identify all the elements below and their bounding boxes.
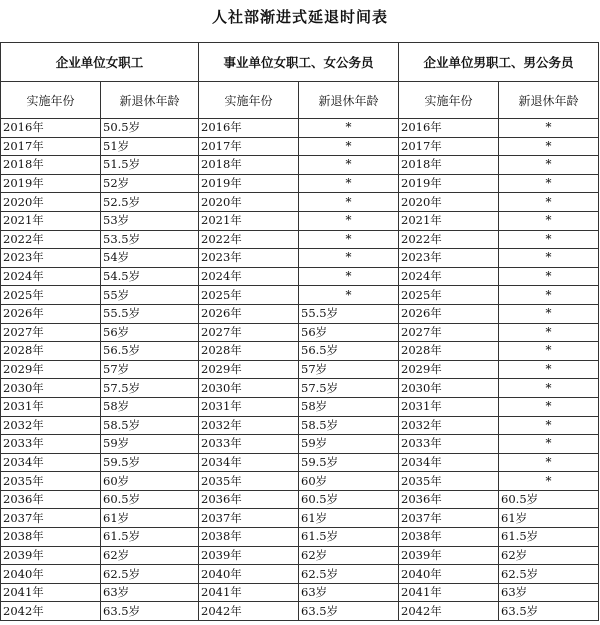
age-cell: * — [499, 267, 599, 286]
year-cell: 2041年 — [1, 583, 101, 602]
year-cell: 2018年 — [399, 156, 499, 175]
age-cell: * — [499, 119, 599, 138]
age-cell: * — [299, 193, 399, 212]
age-cell: * — [499, 379, 599, 398]
year-cell: 2035年 — [199, 472, 299, 491]
age-cell: * — [499, 397, 599, 416]
age-cell: 63岁 — [101, 583, 199, 602]
year-cell: 2025年 — [399, 286, 499, 305]
age-cell: 60.5岁 — [299, 490, 399, 509]
age-cell: 57岁 — [101, 360, 199, 379]
table-row — [1, 565, 599, 584]
year-cell: 2021年 — [1, 211, 101, 230]
age-cell: * — [299, 137, 399, 156]
age-cell: 61岁 — [299, 509, 399, 528]
age-cell: * — [499, 193, 599, 212]
age-cell: 63岁 — [299, 583, 399, 602]
age-cell: * — [499, 453, 599, 472]
column-header-year: 实施年份 — [1, 82, 101, 119]
year-cell: 2016年 — [1, 119, 101, 138]
year-cell: 2025年 — [1, 286, 101, 305]
table-row — [1, 472, 599, 491]
age-cell: 61.5岁 — [499, 528, 599, 547]
year-cell: 2036年 — [199, 490, 299, 509]
year-cell: 2028年 — [1, 342, 101, 361]
age-cell: 55岁 — [101, 286, 199, 305]
column-header-age: 新退休年龄 — [299, 82, 399, 119]
age-cell: * — [499, 360, 599, 379]
table-row — [1, 304, 599, 323]
age-cell: 59岁 — [299, 435, 399, 454]
year-cell: 2020年 — [399, 193, 499, 212]
year-cell: 2020年 — [199, 193, 299, 212]
table-row — [1, 397, 599, 416]
year-cell: 2029年 — [399, 360, 499, 379]
age-cell: * — [499, 249, 599, 268]
year-cell: 2041年 — [199, 583, 299, 602]
age-cell: * — [499, 230, 599, 249]
age-cell: 52岁 — [101, 174, 199, 193]
year-cell: 2040年 — [1, 565, 101, 584]
age-cell: 56.5岁 — [101, 342, 199, 361]
year-cell: 2036年 — [399, 490, 499, 509]
year-cell: 2038年 — [399, 528, 499, 547]
column-header-age: 新退休年龄 — [101, 82, 199, 119]
year-cell: 2040年 — [399, 565, 499, 584]
age-cell: 63岁 — [499, 583, 599, 602]
age-cell: 56岁 — [101, 323, 199, 342]
year-cell: 2032年 — [1, 416, 101, 435]
age-cell: 60岁 — [299, 472, 399, 491]
year-cell: 2034年 — [399, 453, 499, 472]
year-cell: 2018年 — [1, 156, 101, 175]
year-cell: 2022年 — [1, 230, 101, 249]
age-cell: * — [499, 137, 599, 156]
table-row — [1, 342, 599, 361]
table-row — [1, 323, 599, 342]
table-row — [1, 174, 599, 193]
age-cell: * — [499, 211, 599, 230]
year-cell: 2028年 — [199, 342, 299, 361]
year-cell: 2019年 — [1, 174, 101, 193]
year-cell: 2030年 — [1, 379, 101, 398]
age-cell: * — [499, 304, 599, 323]
age-cell: * — [499, 156, 599, 175]
year-cell: 2037年 — [399, 509, 499, 528]
year-cell: 2026年 — [399, 304, 499, 323]
age-cell: * — [299, 174, 399, 193]
year-cell: 2016年 — [399, 119, 499, 138]
age-cell: * — [299, 211, 399, 230]
year-cell: 2026年 — [199, 304, 299, 323]
column-header-age: 新退休年龄 — [499, 82, 599, 119]
age-cell: 55.5岁 — [299, 304, 399, 323]
year-cell: 2027年 — [399, 323, 499, 342]
age-cell: 63.5岁 — [299, 602, 399, 621]
age-cell: 57.5岁 — [299, 379, 399, 398]
year-cell: 2026年 — [1, 304, 101, 323]
year-cell: 2034年 — [1, 453, 101, 472]
year-cell: 2029年 — [199, 360, 299, 379]
age-cell: 63.5岁 — [499, 602, 599, 621]
year-cell: 2021年 — [399, 211, 499, 230]
age-cell: 51.5岁 — [101, 156, 199, 175]
year-cell: 2019年 — [399, 174, 499, 193]
age-cell: 61岁 — [499, 509, 599, 528]
year-cell: 2035年 — [399, 472, 499, 491]
year-cell: 2038年 — [1, 528, 101, 547]
year-cell: 2033年 — [1, 435, 101, 454]
age-cell: 58岁 — [299, 397, 399, 416]
age-cell: 63.5岁 — [101, 602, 199, 621]
year-cell: 2018年 — [199, 156, 299, 175]
year-cell: 2021年 — [199, 211, 299, 230]
year-cell: 2025年 — [199, 286, 299, 305]
page-title: 人社部渐进式延退时间表 — [211, 8, 388, 26]
table-row — [1, 435, 599, 454]
year-cell: 2036年 — [1, 490, 101, 509]
age-cell: 50.5岁 — [101, 119, 199, 138]
age-cell: 60.5岁 — [499, 490, 599, 509]
year-cell: 2035年 — [1, 472, 101, 491]
column-header-year: 实施年份 — [199, 82, 299, 119]
age-cell: 54岁 — [101, 249, 199, 268]
year-cell: 2039年 — [1, 546, 101, 565]
age-cell: 62.5岁 — [299, 565, 399, 584]
year-cell: 2029年 — [1, 360, 101, 379]
year-cell: 2027年 — [1, 323, 101, 342]
age-cell: * — [299, 230, 399, 249]
table-row — [1, 453, 599, 472]
age-cell: * — [499, 323, 599, 342]
table-row — [1, 156, 599, 175]
year-cell: 2024年 — [399, 267, 499, 286]
age-cell: 51岁 — [101, 137, 199, 156]
age-cell: 57岁 — [299, 360, 399, 379]
age-cell: * — [499, 416, 599, 435]
year-cell: 2042年 — [1, 602, 101, 621]
year-cell: 2017年 — [399, 137, 499, 156]
age-cell: 53岁 — [101, 211, 199, 230]
table-row — [1, 230, 599, 249]
age-cell: * — [299, 119, 399, 138]
year-cell: 2023年 — [1, 249, 101, 268]
year-cell: 2030年 — [399, 379, 499, 398]
year-cell: 2016年 — [199, 119, 299, 138]
table-row — [1, 528, 599, 547]
age-cell: 60岁 — [101, 472, 199, 491]
table-row — [1, 267, 599, 286]
year-cell: 2031年 — [1, 397, 101, 416]
year-cell: 2031年 — [199, 397, 299, 416]
year-cell: 2023年 — [399, 249, 499, 268]
year-cell: 2031年 — [399, 397, 499, 416]
age-cell: 55.5岁 — [101, 304, 199, 323]
age-cell: 62岁 — [101, 546, 199, 565]
group-header-row — [1, 43, 599, 82]
age-cell: 57.5岁 — [101, 379, 199, 398]
table-row — [1, 379, 599, 398]
year-cell: 2017年 — [199, 137, 299, 156]
table-row — [1, 119, 599, 138]
age-cell: 58岁 — [101, 397, 199, 416]
table-row — [1, 211, 599, 230]
age-cell: 62岁 — [499, 546, 599, 565]
group-header-3: 企业单位男职工、男公务员 — [399, 43, 599, 82]
age-cell: 62岁 — [299, 546, 399, 565]
age-cell: * — [299, 249, 399, 268]
age-cell: * — [299, 286, 399, 305]
age-cell: 54.5岁 — [101, 267, 199, 286]
year-cell: 2017年 — [1, 137, 101, 156]
age-cell: 61岁 — [101, 509, 199, 528]
year-cell: 2027年 — [199, 323, 299, 342]
year-cell: 2033年 — [199, 435, 299, 454]
age-cell: * — [299, 156, 399, 175]
column-header-year: 实施年份 — [399, 82, 499, 119]
year-cell: 2040年 — [199, 565, 299, 584]
retirement-schedule-table — [0, 42, 599, 621]
year-cell: 2019年 — [199, 174, 299, 193]
table-row — [1, 286, 599, 305]
table-row — [1, 602, 599, 621]
year-cell: 2039年 — [199, 546, 299, 565]
table-row — [1, 583, 599, 602]
year-cell: 2032年 — [399, 416, 499, 435]
age-cell: 62.5岁 — [499, 565, 599, 584]
age-cell: 58.5岁 — [299, 416, 399, 435]
year-cell: 2038年 — [199, 528, 299, 547]
age-cell: 52.5岁 — [101, 193, 199, 212]
age-cell: 56.5岁 — [299, 342, 399, 361]
table-row — [1, 490, 599, 509]
year-cell: 2039年 — [399, 546, 499, 565]
year-cell: 2028年 — [399, 342, 499, 361]
age-cell: 60.5岁 — [101, 490, 199, 509]
table-row — [1, 360, 599, 379]
table-row — [1, 193, 599, 212]
table-row — [1, 546, 599, 565]
table-row — [1, 509, 599, 528]
table-row — [1, 137, 599, 156]
age-cell: 59.5岁 — [299, 453, 399, 472]
year-cell: 2037年 — [199, 509, 299, 528]
age-cell: 56岁 — [299, 323, 399, 342]
age-cell: 59.5岁 — [101, 453, 199, 472]
age-cell: 61.5岁 — [299, 528, 399, 547]
year-cell: 2042年 — [399, 602, 499, 621]
year-cell: 2022年 — [199, 230, 299, 249]
age-cell: 58.5岁 — [101, 416, 199, 435]
age-cell: * — [299, 267, 399, 286]
year-cell: 2022年 — [399, 230, 499, 249]
year-cell: 2037年 — [1, 509, 101, 528]
year-cell: 2032年 — [199, 416, 299, 435]
age-cell: * — [499, 174, 599, 193]
age-cell: 62.5岁 — [101, 565, 199, 584]
table-row — [1, 416, 599, 435]
year-cell: 2030年 — [199, 379, 299, 398]
group-header-1: 企业单位女职工 — [1, 43, 199, 82]
year-cell: 2024年 — [199, 267, 299, 286]
group-header-2: 事业单位女职工、女公务员 — [199, 43, 399, 82]
age-cell: 61.5岁 — [101, 528, 199, 547]
year-cell: 2042年 — [199, 602, 299, 621]
age-cell: 59岁 — [101, 435, 199, 454]
year-cell: 2023年 — [199, 249, 299, 268]
year-cell: 2033年 — [399, 435, 499, 454]
year-cell: 2020年 — [1, 193, 101, 212]
age-cell: * — [499, 342, 599, 361]
age-cell: * — [499, 435, 599, 454]
age-cell: * — [499, 472, 599, 491]
column-header-row — [1, 82, 599, 119]
age-cell: 53.5岁 — [101, 230, 199, 249]
table-body — [1, 119, 599, 621]
year-cell: 2041年 — [399, 583, 499, 602]
year-cell: 2024年 — [1, 267, 101, 286]
table-row — [1, 249, 599, 268]
year-cell: 2034年 — [199, 453, 299, 472]
age-cell: * — [499, 286, 599, 305]
